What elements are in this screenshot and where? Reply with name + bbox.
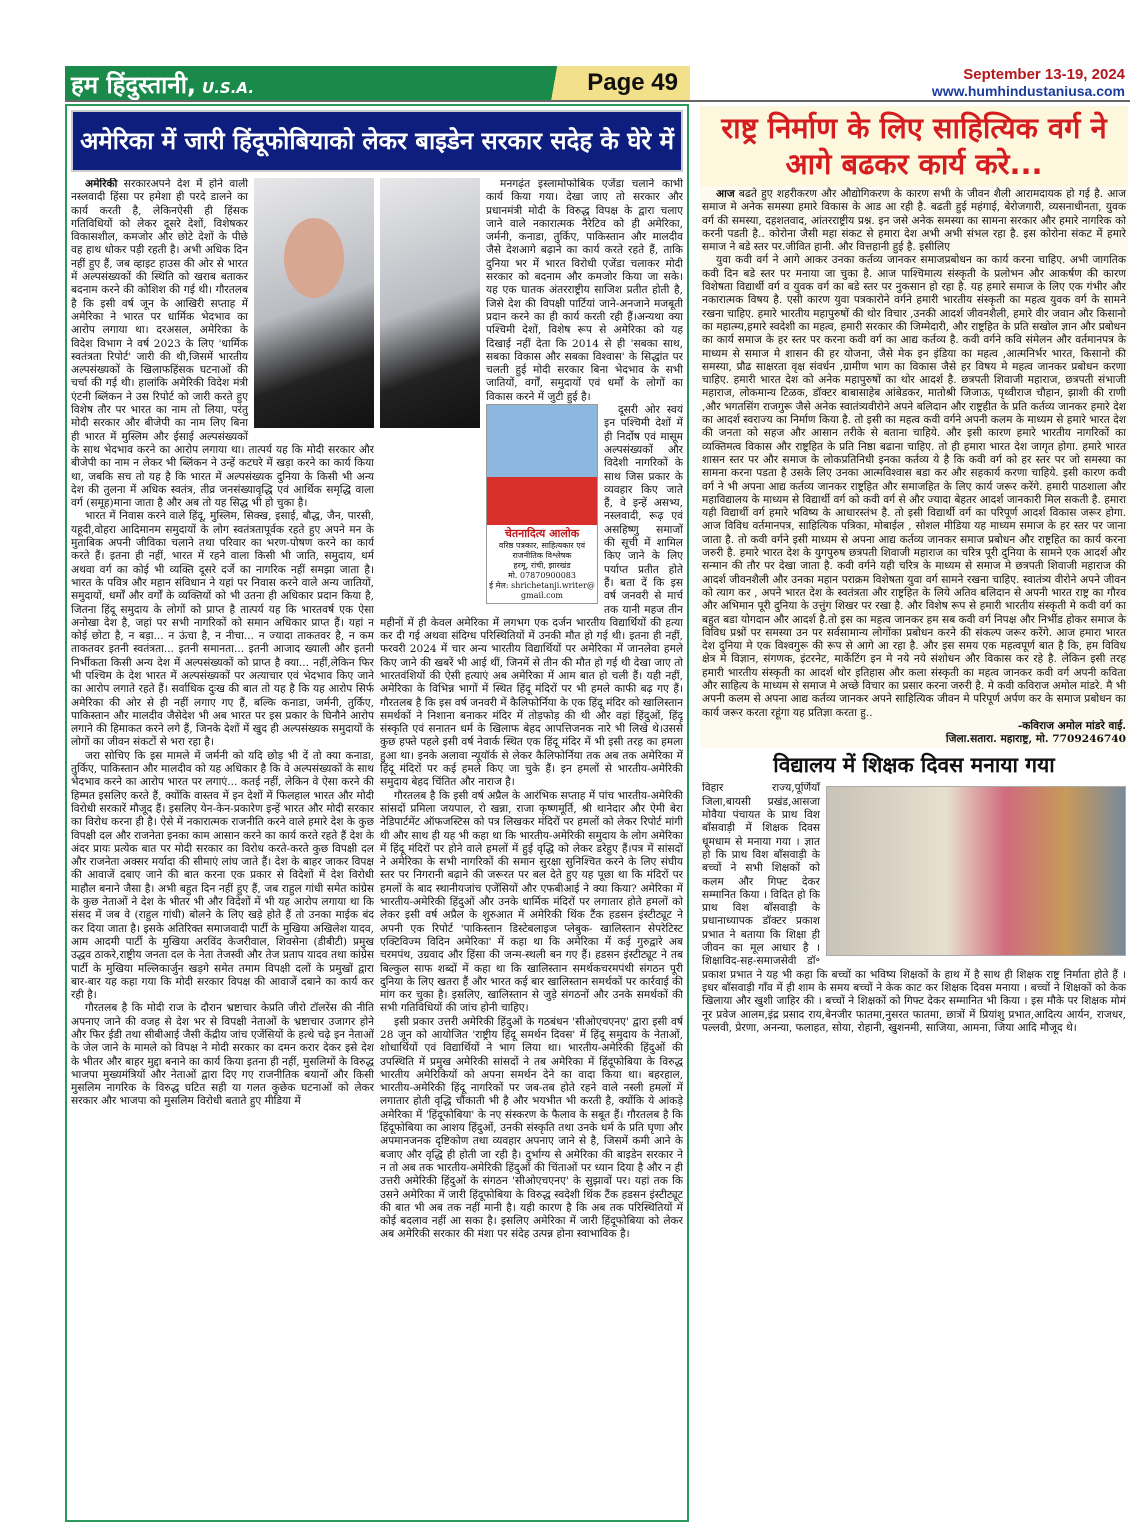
- right-article-body: [700, 186, 1128, 748]
- author-title: वरिष्ठ पत्रकार, साहित्यकार एवं राजनीतिक विश्लेषक: [498, 541, 586, 561]
- biden-photo: [254, 178, 374, 428]
- masthead-title: हम हिंदुस्तानी, U.S.A.: [71, 71, 255, 99]
- website-link[interactable]: www.humhindustaniusa.com: [931, 83, 1125, 99]
- paragraph: युवा कवी वर्ग ने आगे आकर उनका कर्तव्य जानकर समाजप्रबोधन का कार्य करना चाहिए. अभी जागतिक कवी दिन बडे स्तर पर मनाया जा चुका है. आज पाश्चिमात्य संस्कृती के प्रलोभन और आकर्षण की कारण विशेषता विद्यार्थी वर्ग व युवक वर्ग का बडे स्तर पर नुकसान हो रहा है. यह हमारे समाज के लिए एक गंभीर और नकारात्मक विषय है. एसी कारण युवा पत्रकारोने वर्गने हमारी भारतीय संस्कृती का महत्व युवक वर्ग के सामने रखना चाहिए. हमारे भारतीय महापुरुषों की थोर विचार ,उनकी आदर्श जीवनशैली, हमारे वीर जवान और किसानो का महात्म्य,हमारे स्वदेशी का महत्व, हमारी सरकार की जिम्मेदारी, और राष्ट्रहित के प्रति सखोल ज्ञान और प्रबोधन का कार्य समाज के हर स्तर पर करना कवी वर्ग का आद्य कर्तव्य है. कवी वर्गने कवि संमेलन और वर्तमानपत्र के माध्यम से समाज मे शासन की हर योजना, जैसे मेक इन इंडिया का महत्व ,आत्मनिर्भर भारत, किसानो की समस्या, प्रौढ साक्षरता वृक्ष संवर्धन ,ग्रामीण भाग का विकास जैसे हर विषय मे महत्व जानकर प्रबोधन करणा चाहिए. हमारी भारत देश को अनेक महापुरुषों का थोर आदर्श है. छत्रपती शिवाजी महाराज, छत्रपती संभाजी महाराज, लोकमान्य टिळक, डॉक्टर बाबासाहेब आंबेडकर, मातोश्री जिजाऊ, पृथ्वीराज चौहान, झाशी की राणी ,और भगतसिंग राजगुरू जैसे अनेक स्वातंत्र्यवीरोने अपने बलिदान और राष्ट्रहीत के प्रति कर्तव्य जानकर हमारे देश का आदर्श स्वराज्य का निर्माण किया है. तो इसी का महत्व कवी वर्गने अपनी कलम के माध्यम से हमारे भारत देश की जनता को सहज और आसान तरीके से बताना चाहिये. और इसी कारण हमारे भारतीय नागरिकों का व्यक्तिमत्व विकास और राष्ट्रहित के प्रति निष्ठा बढाना चाहिए. तो ही हमारा भारत देश जागृत होगा. हमारे भारत शासन स्तर पर और समाज के लोकप्रतिनिधी इनका कर्तव्य ये है कि कवी वर्ग को हर स्तर पर जो समस्या का सामना करना पडता है उसके लिए उनका आत्मविश्वास बडा कर और सहकार्य करणा चाहिये. इसी कारण कवी वर्ग ने भी अपना आद्य कर्तव्य जानकर राष्ट्रहित और समाजहित के लिए कार्य जरूर करेंगे. हमारी पाठशाला और महाविद्यालय के माध्यम से विद्यार्थी वर्ग को कवी वर्ग से और ज्यादा बेहतर आदर्श जानकारी मिल सकती है. हमारा यही विद्यार्थी वर्ग हमारे भविष्य के आधारस्तंभ है. तो इसी विद्यार्थी वर्ग का परिपूर्ण आदर्श विकास जरूर होगा. आज विविध वर्तमानपत्र, साहित्यिक पत्रिका, मोबाईल , सोशल मीडिया यह माध्यम समाज के हर स्तर पर जाना जाता है. तो कवी वर्गने इसी माध्यम से अपना आद्य कर्तव्य जानकर समाज प्रबोधन और राष्ट्रहित का कार्य करना जरुरी है. हमारे भारत देश के युगपुरुष छत्रपती शिवाजी महाराज का चरित्र पूरी दुनिया के सामने एक आदर्श और सन्मान की तौर पर देखा जाता है. कवी वर्गने यही चरित्र के माध्यम से समाज मे छत्रपती शिवाजी महाराज की आदर्श जीवनशैली और उनका महान पराक्रम विशेषता युवा वर्ग सामने रखना चाहिए. स्वातंत्र्य वीरोने अपने जीवन को त्याग कर , अपने भारत देश के स्वतंत्रता और राष्ट्रहित के लिये अतिव बलिदान से अपनी भारत राष्ट्र का गौरव और अभिमान पूरी दुनिया के उत्तुंग शिखर पर रखा है. और विशेष रूप से हमारी भारतीय संस्कृती मे कवी वर्ग का बहुत बडा योगदान और आदर्श है.तो इस का महत्व जानकर हम सब कवी वर्ग निपक्ष और निर्भीड होकर समाज के विविध प्रश्नों पर समस्या उन पर सर्वसामान्य लोगोंका प्रबोधन करने की संकल्प जरूर करेंगे. आज हमारा भारत देश दुनिया मे एक विश्वगुरू की रूप से आगे आ रहा है. और इस समय एक महत्वपूर्ण बात है कि, हम विविध क्षेत्र मे विज्ञान, संगणक, इंटरनेट, मार्केटिंग इन मे नये नये संशोधन और विकास कर रहे है. लेकिन इसी तरह हमारी भारतीय संस्कृती का आदर्श थोर इतिहास और कला संस्कृती का महत्व जानकर कवी वर्ग अपनी कविता और साहित्य के माध्यम से समाज मे अच्छे विचार का प्रसार करना जरुरी है. मे कवी कविराज अमोल मांडरे. मै भी अपनी कलम से अपना आद्य कर्तव्य जानकर अपने साहित्यिक जीवन मे परिपूर्ण अर्पण कर के समाज प्रबोधन का कार्य जरूर करता रहूंगा यह प्रतिज्ञा करता हु..: [702, 254, 1126, 719]
- author-address: जिला.सतारा. महाराष्ट्र, मो. 7709246740: [945, 733, 1126, 746]
- page-number: Page 49: [587, 69, 678, 96]
- author-info: [487, 525, 597, 603]
- biden-photo-continued: [380, 178, 480, 428]
- author-phone: मो. 07870900083: [508, 571, 576, 581]
- author-email: ई मेल: shrichetanji.writer@gmail.com: [489, 581, 595, 601]
- paragraph: गौरतलब है कि मोदी राज के दौरान भ्रष्टाचार केप्रति जीरो टॉलरेंस की नीति अपनाए जाने की वजह से देश भर से विपक्षी नेताओं के भ्रष्टाचार उजागर होने और फिर ईडी तथा सीबीआई जैसी केंद्रीय जांच एजेंसियों के हत्थे चढ़े इन नेताओं के जेल जाने के मामले को विपक्ष ने मोदी सरकार का दमन करार देकर इसे देश के भीतर और बाहर मुद्दा बनाने का कार्य किया इतना ही नहीं, मुसलिमों के विरुद्ध भाजपा मुख्यमंत्रियों और नेताओं द्वारा दिए गए राजनीतिक बयानों और किसी मुसलिम नागरिक के विरुद्ध घटित सही या गलत कुछेक घटनाओं को लेकर सरकार और भाजपा को मुसलिम विरोधी बताते हुए मीडिया में: [71, 1002, 374, 1108]
- paragraph: जरा सोचिए कि इस मामले में जर्मनी को यदि छोड़ भी दें तो क्या कनाडा, तुर्किए, पाकिस्तान और मालदीव को यह अधिकार है कि वे अल्पसंख्यकों के साथ भेदभाव करने का आरोप भारत पर लगाएं... कतई नहीं, लेकिन वे ऐसा करने की हिम्मत इसलिए करते हैं, क्योंकि वास्तव में इन देशों में फिलहाल भारत और मोदी विरोधी सरकारें मौजूद हैं। इसलिए येन-केन-प्रकारेण इन्हें भारत और मोदी सरकार का विरोध करना ही है। ऐसे में नकारात्मक राजनीति करने वाले हमारे देश के कुछ विपक्षी दल और राजनेता इनका काम आसान करने का कार्य करते रहते हैं देश के अंदर प्रायः प्रत्येक बात पर मोदी सरकार का विरोध करते-करते कुछ विपक्षी दल और राजनेता अक्सर मर्यादा की सीमाएं लांघ जाते हैं। देश के बाहर जाकर विपक्ष की आवाजें दबाए जाने की बात करना एक प्रकार से विदेशों में देश विरोधी माहौल बनाने जैसा है। अभी बहुत दिन नहीं हुए हैं, जब राहुल गांधी समेत कांग्रेस के कुछ नेताओं ने देश के भीतर भी और विदेशों में भी यह आरोप लगाया था कि संसद में जब वे (राहुल गांधी) बोलने के लिए खड़े होते हैं तो उनका माईक बंद कर दिया जाता है। इसके अतिरिक्त समाजवादी पार्टी के मुखिया अखिलेश यादव, आम आदमी पार्टी के मुखिया अरविंद केजरीवाल, शिवसेना (डीबीटी) प्रमुख उद्धव ठाकरे,राष्ट्रीय जनता दल के नेता तेजस्वी और तेज प्रताप यादव तथा कांग्रेस पार्टी के मुखिया मल्लिकार्जुन खड़गे समेत तमाम विपक्षी दलों के प्रमुखों द्वारा बार-बार यह कहा गया कि मोदी सरकार विपक्ष की आवाजें दबाने का कार्य कर रही है।: [71, 749, 374, 1002]
- author-box: [486, 404, 598, 604]
- school-headline: विद्यालय में शिक्षक दिवस मनाया गया: [773, 753, 1055, 778]
- paragraph: गौरतलब है कि इसी वर्ष अप्रैल के आरंभिक सप्ताह में पांच भारतीय-अमेरिकी सांसदों प्रमिला जयपाल, रो खन्ना, राजा कृष्णमूर्ति, श्री थानेदार और ऐमी बेरा नेडिपार्टमेंट ऑफजस्टिस को पत्र लिखकर मंदिरों पर हमलों को लेकर रिपोर्ट मांगी थी और साथ ही यह भी कहा था कि भारतीय-अमेरिकी समुदाय के लोग अमेरिका में हिंदू मंदिरों पर होने वाले हमलों में हुई वृद्धि को लेकर डरेहुए हैं।पत्र में सांसदों ने अमेरिका के सभी नागरिकों की समान सुरक्षा सुनिश्चित करने के लिए संघीय स्तर पर निगरानी बढ़ाने की जरूरत पर बल देते हुए यह पूछा था कि मंदिरों पर हमलों के बाद स्थानीयजांच एजेंसियों और एफबीआई ने क्या किया? अमेरिका में भारतीय-अमेरिकी हिंदुओं और उनके धार्मिक मंदिरों पर लगातार होते हमलों को लेकर इसी वर्ष अप्रैल के शुरुआत में अमेरिकी थिंक टैंक हडसन इंस्टीट्यूट ने अपनी एक रिपोर्ट 'पाकिस्तान डिस्टेबलाइज प्लेबुक- खालिस्तान सेपरेटिस्ट एक्टिविज्म विदिन अमेरिका' में कहा था कि अमेरिका में कई गुरुद्वारे अब चरमपंथ, उग्रवाद और हिंसा की जन्म-स्थली बन गए हैं। हडसन इंस्टीट्यूट ने तब बिल्कुल साफ शब्दों में कहा था कि खालिस्तान समर्थकचरमपंथी संगठन पूरी दुनिया के लिए खतरा हैं और भारत कई बार खालिस्तान समर्थकों पर कार्रवाई की मांग कर चुका है। इसलिए, खालिस्तान से जुड़े संगठनों और उनके समर्थकों की सभी गतिविधियों की जांच होनी चाहिए।: [380, 789, 683, 1015]
- issue-info: [932, 66, 1125, 99]
- article-column-1: [71, 178, 374, 1516]
- paragraph: भारत में निवास करने वाले हिंदू, मुस्लिम, सिक्ख, इसाई, बौद्ध, जैन, पारसी, यहूदी,वोहरा आदिमानम समुदायों के लोग स्वतंत्रतापूर्वक रहते हुए अपने मन के मुताबिक अपनी जीविका चलाने तथा परिवार का भरण-पोषण करने का कार्य करते हैं। इतना ही नहीं, भारत में रहने वाला किसी भी जाति, समुदाय, धर्म अथवा वर्ग का कोई भी व्यक्ति दूसरे दर्जे का नागरिक नहीं समझा जाता है। भारत के पवित्र और महान संविधान ने यहां पर निवास करने वाले अन्य जातियों, समुदायों, धर्मों और वर्गों के व्यक्तियों को भी उतना ही अधिकार प्रदान किया है, जितना हिंदू समुदाय के लोगों को प्राप्त है तात्पर्य यह कि भारतवर्ष एक ऐसा अनोखा देश है, जहां पर सभी नागरिकों को समान अधिकार प्राप्त हैं। यहां न कोई छोटा है, न बड़ा... न ऊंचा है, न नीचा... न ज्यादा ताकतवर है, न कम ताकतवर इतनी स्वतंत्रता... इतनी समानता... इतनी आजाद ख्याली और इतनी निर्भीकता किसी अन्य देश में अल्पसंख्यकों को प्राप्त है क्या... नहीं,लेकिन फिर भी पश्चिम के देश भारत में अल्पसंख्यकों पर अत्याचार एवं भेदभाव किए जाने का आरोप लगाते रहते हैं। सर्वाधिक दुःख की बात तो यह है कि यह आरोप सिर्फ अमेरिका की ओर से ही नहीं लगाए गए हैं, बल्कि कनाडा, जर्मनी, तुर्किए, पाकिस्तान और मालदीव जैसेदेश भी अब भारत पर इस प्रकार के घिनौने आरोप लगाने की हिमाकत करने लगे हैं, जिनके देशों में खुद ही अल्पसंख्यक समुदायों के लोगों का जीवन संकटों से भरा रहा है।: [71, 510, 374, 749]
- paragraph: आज बढते हुए शहरीकरण और औद्योगिकरण के कारण सभी के जीवन शैली आरामदायक हो गई है. आज समाज मे अनेक समस्या हमारे विकास के आड आ रही है. बढती हुई महंगाई, बेरोजगारी, व्यसनाधीनता, युवक वर्ग की समस्या, दहशतवाद, आंतरराष्ट्रीय प्रश्न. इन जसे अनेक समस्या का सामना सरकार और हमारे नागरिक को करनी पडती है.. कोरोना जैसी महा संकट से हमारा देश अभी अभी संभल रहा है. इस कोरोना संकट में हमारे समाज ने बडे स्तर पर.जीवित हानी. और वित्तहानी हुई है. इसीलिए: [702, 188, 1126, 254]
- paragraph: इसी प्रकार उत्तरी अमेरिकी हिंदुओं के गठबंधन 'सीओएचएनए' द्वारा इसी वर्ष 28 जून को आयोजित 'राष्ट्रीय हिंदू समर्थन दिवस' में हिंदू समुदाय के नेताओं, शोधार्थियों एवं विद्यार्थियों ने भाग लिया था। भारतीय-अमेरिकी हिंदुओं की उपस्थिति में प्रमुख अमेरिकी सांसदों ने तब अमेरिका में हिंदूफोबिया के विरुद्ध भारतीय अमेरिकियों को अपना समर्थन देने का वादा किया था। बहरहाल, भारतीय-अमेरिकी हिंदू नागरिकों पर जब-तब होते रहने वाले नस्ली हमलों में लगातार होती वृद्धि चौंकाती भी है और भयभीत भी करती है, क्योंकि ये आंकड़े अमेरिका में 'हिंदूफोबिया' के नए संस्करण के फैलाव के सबूत हैं। गौरतलब है कि हिंदूफोबिया का आशय हिंदुओं, उनकी संस्कृति तथा उनके धर्म के प्रति घृणा और अपमानजनक दृष्टिकोण तथा व्यवहार अपनाए जाने से है, जिसमें कमी आने के बजाए और वृद्धि ही होती जा रही है। दुर्भाग्य से अमेरिका की बाइडेन सरकार ने न तो अब तक भारतीय-अमेरिकी हिंदुओं की चिंताओं पर ध्यान दिया है और न ही उत्तरी अमेरिकी हिंदुओं के संगठन 'सीओएचएनए' के सुझावों पर। यहां तक कि उसने अमेरिका में जारी हिंदूफोबिया के विरुद्ध स्वदेशी थिंक टैंक हडसन इंस्टीट्यूट की बात भी अब तक नहीं मानी है। यही कारण है कि अब तक परिस्थितियों में कोई बदलाव नहीं आ सका है। इसलिए अमेरिका में जारी हिंदूफोबिया को लेकर अब अमेरिकी सरकार की मंशा पर संदेह उत्पन्न होना स्वाभाविक है।: [380, 1015, 683, 1241]
- teachers-day-photo: [826, 786, 1126, 956]
- right-headline: राष्ट्र निर्माण के लिए साहित्यिक वर्ग ने आगे बढकर कार्य करे...: [700, 106, 1128, 186]
- author-photo: [487, 405, 597, 525]
- paragraph: अमेरिकी सरकारअपने देश में होने वाली नस्लवादी हिंसा पर हमेशा ही परदे डालने का कार्य करती है, लेकिनऐसी ही हिंसक गतिविधियों को लेकर दूसरे देशों, विशेषकर विकासशील, कमजोर और छोटे देशों के पीछे वह हाथ धोकर पड़ी रहती है। अभी अधिक दिन नहीं हुए हैं, जब व्हाइट हाउस की ओर से भारत में अल्पसंख्यकों की स्थिति को खराब बताकर बदनाम करने की कोशिश की गई थी। गौरतलब है कि इसी वर्ष जून के आखिरी सप्ताह में अमेरिका ने भारत पर धार्मिक भेदभाव का आरोप लगाया था। दरअसल, अमेरिका के विदेश विभाग ने वर्ष 2023 के लिए 'धार्मिक स्वतंत्रता रिपोर्ट' जारी की थी,जिसमें भारतीय अल्पसंख्यकों के खिलाफहिंसक घटनाओं की चर्चा की गई थी। हालांकि अमेरिकी विदेश मंत्री एंटनी ब्लिंकन ने उस रिपोर्ट को जारी करते हुए विशेष तौर पर भारत का नाम तो लिया, परंतु मोदी सरकार और बीजेपी का नाम लिए बिना ही भारत में मुस्लिम और ईसाई अल्पसंख्यकों के साथ भेदभाव करने का आरोप लगाया था। तात्पर्य यह कि मोदी सरकार और बीजेपी का नाम न लेकर भी ब्लिंकन ने उन्हें कटघरे में खड़ा करने का कार्य किया था, जबकि सच तो यह है कि भारत में अल्पसंख्यक दुनिया के किसी भी अन्य देश की तुलना में अधिक स्वतंत्र, तीव्र जनसंख्यावृद्धि एवं आर्थिक समृद्धि वाला वर्ग (समूह)माना जाता है और अब तो यह सिद्ध भी हो चुका है।: [71, 178, 374, 510]
- paragraph: विहार राज्य,पूर्णियाँ जिला,बायसी प्रखंड,आसजा मोवैया पंचायत के प्राथ विश बाँसवाड़ी में शिक्षक दिवस धूमधाम से मनाया गया । ज्ञात हो कि प्राथ विश बाँसवाड़ी के बच्चों ने सभी शिक्षकों को कलम और गिफ्ट देकर सम्मानित किया । विदित हो कि प्राथ विश बाँसवाड़ी के प्रधानाध्यापक डॉक्टर प्रकाश प्रभात ने बताया कि शिक्षा ही जीवन का मूल आधार है । शिक्षाविद-सह-समाजसेवी डॉ॰ प्रकाश प्रभात ने यह भी कहा कि बच्चों का भविष्य शिक्षकों के हाथ में है साथ ही शिक्षक राष्ट्र निर्माता होते हैं । इधर बाँसवाड़ी गाँव में ही शाम के समय बच्चों ने केक काट कर शिक्षक दिवस मनाया । बच्चों ने शिक्षकों को केक खिलाया और खुशी जाहिर की । बच्चों ने शिक्षकों को गिफ्ट देकर सम्मानित भी किया । इस मौके पर शिक्षक मोमं नूर प्रवेज आलम,इंद्र प्रसाद राय,बेनजीर फातमा,नुसरत फातमा, छात्रों में प्रियांशु प्रभात,आदित्य आर्यन, राजधर, पल्लवी, प्रेरणा, अनन्या, फलाहत, सोया, रोहानी, खुशनमी, साजिया, आमना, जिया आदि मौजूद थे।: [702, 782, 1126, 1034]
- main-headline: अमेरिका में जारी हिंदूफोबियाको लेकर बाइडेन सरकार सदेह के घेरे में: [71, 110, 683, 172]
- author-signature: -कविराज अमोल मांडरे वाई.: [1017, 719, 1126, 732]
- author-name: चेतनादित्य आलोक: [504, 527, 580, 541]
- right-section: [700, 106, 1128, 1522]
- masthead-bar: [65, 66, 690, 100]
- article-columns: [71, 178, 683, 1516]
- school-article-body: [700, 782, 1128, 1522]
- article-column-2: [380, 178, 683, 1516]
- author-place: हरमू, रांची, झारखंड: [513, 561, 571, 571]
- paragraph: मनगढ़ंत इस्लामोफोबिक एजेंडा चलाने काभी कार्य किया गया। देखा जाए तो सरकार और प्रधानमंत्री मोदी के विरुद्ध विपक्ष के द्वारा चलाए जाने वाले नकारात्मक नैरेटिव को ही अमेरिका, जर्मनी, कनाडा, तुर्किए, पाकिस्तान और मालदीव जैसे देशआगे बढ़ाने का कार्य करते रहते हैं, ताकि दुनिया भर में भारत विरोधी एजेंडा चलाकर मोदी सरकार को बदनाम और कमजोर किया जा सके। यह एक घातक अंतरराष्ट्रीय साजिश प्रतीत होती है, जिसे देश की विपक्षी पार्टियां जाने-अनजाने मजबूती प्रदान करने का ही कार्य करती रही हैं।अन्यथा क्या पश्चिमी देशों, विशेष रूप से अमेरिका को यह दिखाई नहीं देता कि 2014 से ही 'सबका साथ, सबका विकास और सबका विश्वास' के सिद्धांत पर चलती हुई मोदी सरकार बिना भेदभाव के सभी जातियों, वर्गों, समुदायों एवं धर्मों के लोगों का विकास करने में जुटी हुई है।: [486, 178, 683, 403]
- divider: [65, 100, 1130, 102]
- main-article: [65, 104, 689, 1522]
- paragraph: दूसरी ओर स्वयं इन पश्चिमी देशों में ही निर्दोष एवं मासूम अल्पसंख्यकों और विदेशी नागरिकों के साथ जिस प्रकार के व्यवहार किए जाते हैं, वे इन्हें असभ्य, नस्लवादी, रूढ़ एवं असहिष्णु समाजों की सूची में शामिल किए जाने के लिए पर्याप्त प्रतीत होते हैं। बता दें कि इस वर्ष जनवरी से मार्च तक यानी महज तीन महीनों में ही केवल अमेरिका में लगभग एक दर्जन भारतीय विद्यार्थियों की हत्या कर दी गई अथवा संदिग्ध परिस्थितियों में उनकी मौत हो गई थी। इतना ही नहीं, फरवरी 2024 में चार अन्य भारतीय विद्यार्थियों पर अमेरिका में जानलेवा हमले किए जाने की खबरें भी आई थीं, जिनमें से तीन की मौत हो गई थी देखा जाए तो भारतवंशियों की ऐसी हत्याएं अब अमेरिका में आम बात हो चली हैं। यही नहीं, अमेरिका के विभिन्न भागों में स्थित हिंदू मंदिरों पर भी हमले काफी बढ़ गए हैं। गौरतलब है कि इस वर्ष जनवरी में कैलिफोर्निया के एक हिंदू मंदिर को खालिस्तान समर्थकों ने निशाना बनाकर मंदिर में तोड़फोड़ की थी और वहां हिंदुओं, हिंदू संस्कृति एवं सनातन धर्म के खिलाफ बेहद आपत्तिजनक नारे भी लिखे थे।उससे कुछ हफ्ते पहले इसी वर्ष नेवार्क स्थित एक हिंदू मंदिर में भी इसी तरह का हमला हुआ था। इनके अलावा न्यूयॉर्क से लेकर कैलिफोर्निया तक अब तक अमेरिका में हिंदू मंदिरों पर कई हमले किए जा चुके हैं। इन हमलों से भारतीय-अमेरिकी समुदाय बेहद चिंतित और नाराज है।: [380, 404, 683, 789]
- issue-date: September 13-19, 2024: [963, 66, 1125, 83]
